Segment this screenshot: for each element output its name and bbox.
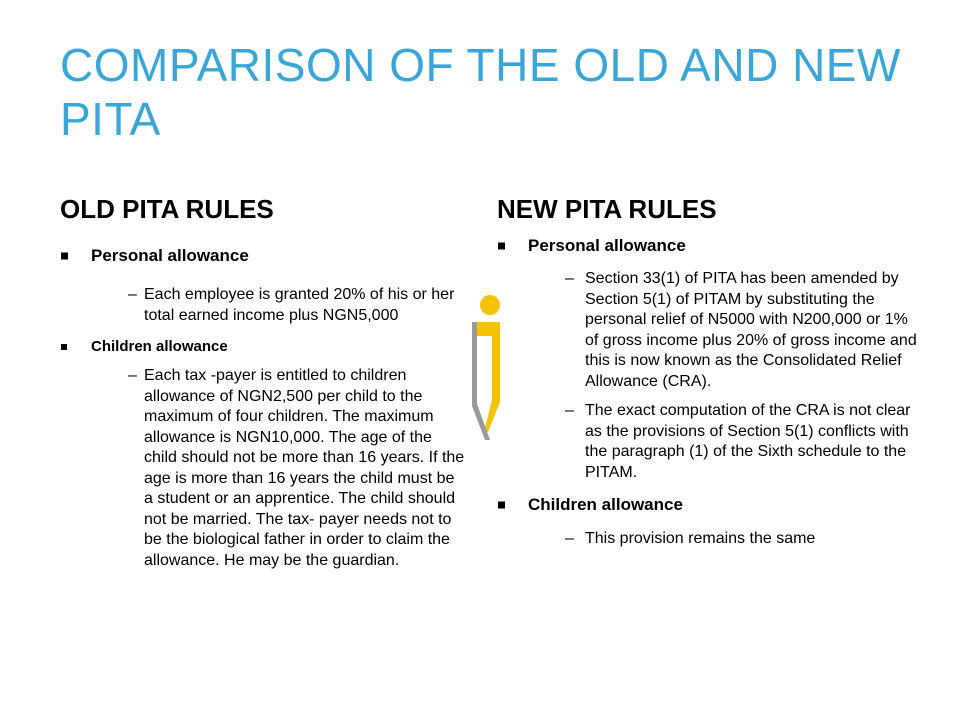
old-children-allowance-label: Children allowance xyxy=(91,338,228,355)
new-children-allowance-detail xyxy=(497,529,917,550)
new-personal-allowance-detail-1 xyxy=(497,269,917,392)
slide-title: COMPARISON OF THE OLD AND NEW PITA xyxy=(60,39,901,145)
old-personal-allowance-text: Each employee is granted 20% of his or her total earned income plus NGN5,000 xyxy=(144,286,455,324)
new-personal-allowance-text-1: Section 33(1) of PITA has been amended by Section 5(1) of PITAM by substituting the personal relief of N5000 with N200,000 or 1% of gross income plus 20% of gross income and this is now known as the Consolidated Relief Allowance (CRA). xyxy=(585,270,917,390)
new-rules-heading: NEW PITA RULES xyxy=(497,194,717,224)
old-children-allowance-text: Each tax -payer is entitled to children allowance of NGN2,500 per child to the maximum of four children. The maximum allowance is NGN10,000. The age of the child should not be more than 16 years. If the age is more than 16 years the child must be a student or an apprentice. The child should not be married. The tax- payer needs not to be the biological father in order to claim the allowance. He may be the guardian. xyxy=(144,367,465,569)
square-bullet-icon xyxy=(61,344,67,350)
dash-marker: – xyxy=(565,402,574,419)
new-children-allowance-label: Children allowance xyxy=(528,495,683,514)
square-bullet-icon xyxy=(498,243,505,250)
new-personal-allowance-detail-2 xyxy=(497,401,917,483)
new-personal-allowance-item xyxy=(497,235,917,257)
old-children-allowance-detail xyxy=(60,366,465,571)
old-personal-allowance-label: Personal allowance xyxy=(91,246,249,265)
new-children-allowance-text: This provision remains the same xyxy=(585,530,816,547)
new-personal-allowance-text-2: The exact computation of the CRA is not clear as the provisions of Section 5(1) conflicts with the paragraph (1) of the Sixth schedule to the PITAM. xyxy=(585,402,911,481)
old-rules-heading: OLD PITA RULES xyxy=(60,194,274,224)
dash-marker: – xyxy=(565,530,574,547)
old-personal-allowance-item xyxy=(60,245,465,267)
dash-marker: – xyxy=(128,367,137,384)
new-personal-allowance-label: Personal allowance xyxy=(528,236,686,255)
dash-marker: – xyxy=(565,270,574,287)
square-bullet-icon xyxy=(498,502,505,509)
old-personal-allowance-detail xyxy=(60,285,465,326)
old-rules-column xyxy=(60,193,465,571)
old-children-allowance-item xyxy=(60,337,465,357)
new-children-allowance-item xyxy=(497,494,917,516)
dash-marker: – xyxy=(128,286,137,303)
square-bullet-icon xyxy=(61,253,68,260)
new-rules-column xyxy=(497,193,917,550)
